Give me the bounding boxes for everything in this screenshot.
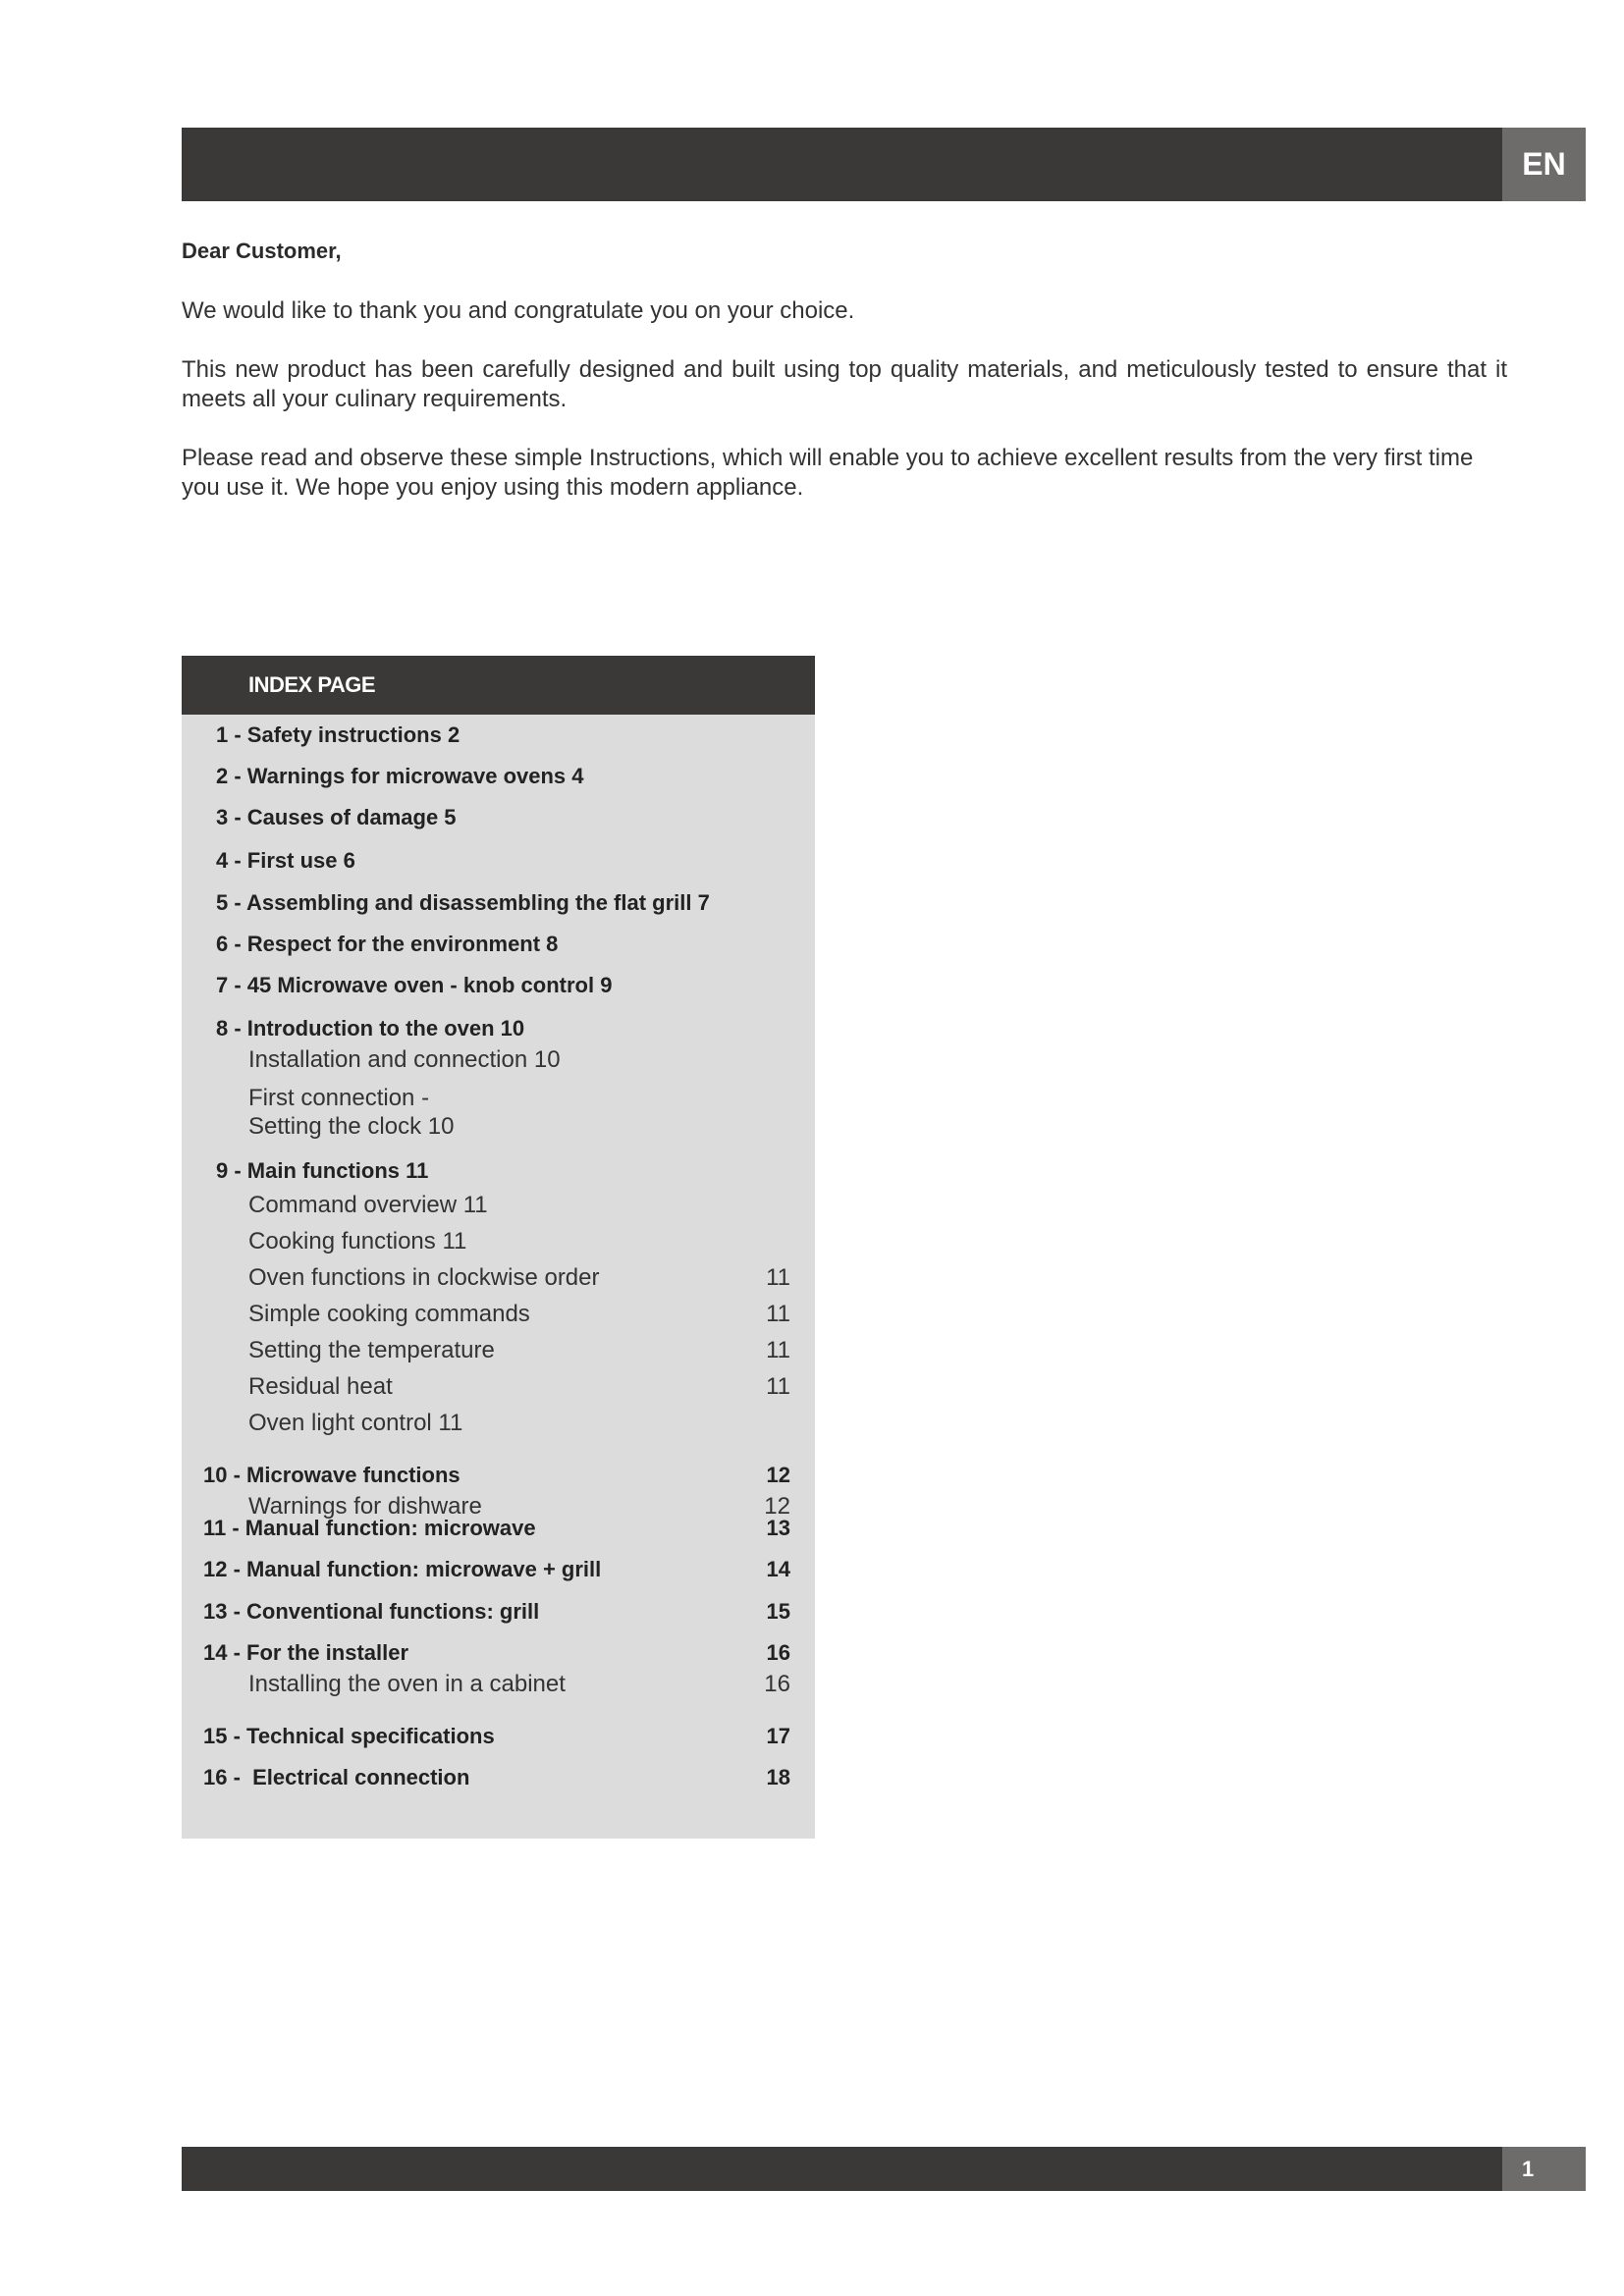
footer-bar: [182, 2147, 1502, 2191]
header-bar: [182, 128, 1502, 201]
intro-paragraph-1: We would like to thank you and congratulate you on your choice.: [182, 297, 855, 324]
index-title: INDEX PAGE: [182, 656, 815, 715]
index-box: INDEX PAGE 1 - Safety instructions 2 2 - Warnings for microwave ovens 4 3 - Causes of damage 5 4 - First use 6 5 - Assembling and disassembling the flat grill 7 6 - Respect for the environment 8 7 - 45 Microwave oven - knob control 9 8 - Introduction to the oven 10 Installation and connection 10 First connection - Setting the clock 10 9 - Main functions 11 Command overview 11 Cooking functions 11 Oven functions in clockwise order 11 Simple cooking commands 11 Setting the temperature 11 Residual heat 11 Oven light control 11 10 - Microwave functions 12 Warnings for dishware 12 11 - Manual function: microwave 13 12 - Manual function: microwave + grill 14 13 - Conventional functions: grill 15 14 - For the installer 16 Installing the oven in a cabinet 16 15 - Technical specifications 17 16 - Electrical connection 18: [182, 656, 815, 1839]
page-number: 1: [1502, 2147, 1586, 2191]
greeting: Dear Customer,: [182, 239, 342, 263]
intro-paragraph-2: This new product has been carefully designed and built using top quality materials, and meticulously tested to ensure that it meets all your culinary requirements.: [182, 356, 1507, 412]
language-label: EN: [1502, 128, 1586, 201]
intro-paragraph-3: Please read and observe these simple Instructions, which will enable you to achieve excellent results from the very first time you use it. We hope you enjoy using this modern appliance.: [182, 445, 1474, 501]
